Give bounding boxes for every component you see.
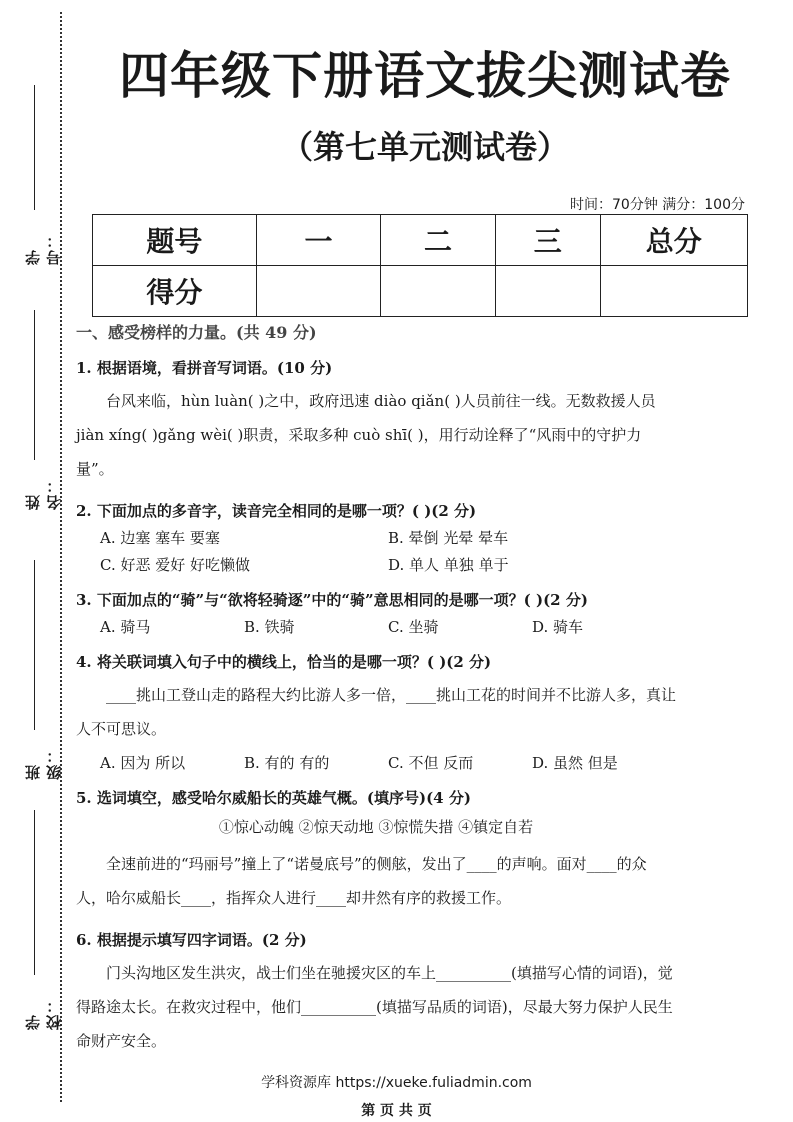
word-choices: ①惊心动魄 ②惊天动地 ③惊慌失措 ④镇定自若 [218,818,534,836]
field-label: 学校： [24,996,63,1030]
score-cell[interactable] [381,266,496,317]
option-a: A. 因为 所以 [100,754,186,772]
binding-margin-line [60,12,62,1102]
field-rule [34,560,35,730]
option-a: A. 边塞 塞车 要塞 [100,529,220,547]
field-label: 班级： [24,746,63,780]
option-b: B. 有的 有的 [244,754,330,772]
page-title: 四年级下册语文拔尖测试卷 [119,47,731,105]
score-row-label: 得分 [93,266,257,317]
option-b: B. 晕倒 光晕 晕车 [388,529,509,547]
option-c: C. 好恶 爱好 好吃懒做 [100,556,251,574]
score-header-cell: 三 [495,215,600,266]
question-2-options [100,527,676,548]
question-1-text: 台风来临，hùn luàn( )之中，政府迅速 diào qiǎn( )人员前往一线。无数救援人员 jiàn xíng( )gǎng wèi( )职责，采取多种 cuò shī( )，用行动诠释了“风雨中的守护力量”。 [76,392,656,478]
score-cell[interactable] [256,266,380,317]
exam-meta: 时间：70分钟 满分：100分 [570,197,745,213]
score-header-cell: 总分 [600,215,747,266]
option-d: D. 虽然 但是 [532,754,618,772]
option-b: B. 铁骑 [244,618,295,636]
page-subtitle: （第七单元测试卷） [280,128,569,166]
score-header-cell: 二 [381,215,496,266]
question-1-title: 1. 根据语境，看拼音写词语。(10 分) [76,359,333,377]
questions-area [76,320,676,1058]
student-id-field [16,85,63,265]
field-label: 学号： [24,231,63,265]
score-cell[interactable] [600,266,747,317]
class-field [16,560,63,780]
option-a: A. 骑马 [100,618,151,636]
question-5-title: 5. 选词填空，感受哈尔威船长的英雄气概。(填序号)(4 分) [76,789,471,807]
footer-source: 学科资源库 https://xueke.fuliadmin.com [261,1075,532,1091]
question-3-options [100,616,676,637]
option-d: D. 单人 单独 单于 [388,556,509,574]
section-heading: 一、感受榜样的力量。(共 49 分) [76,323,317,342]
question-2-title: 2. 下面加点的多音字，读音完全相同的是哪一项？( )(2 分) [76,502,477,520]
score-table-score-row [93,266,748,317]
option-c: C. 坐骑 [388,618,439,636]
question-6-text: 门头沟地区发生洪灾，战士们坐在驰援灾区的车上__________(填描写心情的词语)，觉得路途太长。在救灾过程中，他们__________(填描写品质的词语)，尽最大努力保护人民生命财产安全。 [76,964,673,1050]
question-2-options [100,554,676,575]
option-c: C. 不但 反而 [388,754,474,772]
question-4-title: 4. 将关联词填入句子中的横线上，恰当的是哪一项？( )(2 分) [76,653,492,671]
question-5-text: 全速前进的“玛丽号”撞上了“诺曼底号”的侧舷，发出了____的声响。面对____的众人，哈尔威船长____，指挥众人进行____却井然有序的救援工作。 [76,855,647,907]
field-rule [34,85,35,210]
question-3-title: 3. 下面加点的“骑”与“欲将轻骑逐”中的“骑”意思相同的是哪一项？( )(2 分) [76,591,588,609]
footer-page-number: 第 页 共 页 [361,1103,432,1119]
question-4-options [100,752,676,773]
score-header-cell: 一 [256,215,380,266]
score-header-cell: 题号 [93,215,257,266]
school-field [16,810,63,1030]
question-4-text: ____挑山工登山走的路程大约比游人多一倍，____挑山工花的时间并不比游人多，真让人不可思议。 [76,686,677,738]
question-6-title: 6. 根据提示填写四字词语。(2 分) [76,931,307,949]
name-field [16,310,63,510]
score-table [92,214,748,317]
field-label: 姓名： [24,476,63,510]
field-rule [34,810,35,975]
option-d: D. 骑车 [532,618,584,636]
score-table-header-row [93,215,748,266]
score-cell[interactable] [495,266,600,317]
field-rule [34,310,35,460]
